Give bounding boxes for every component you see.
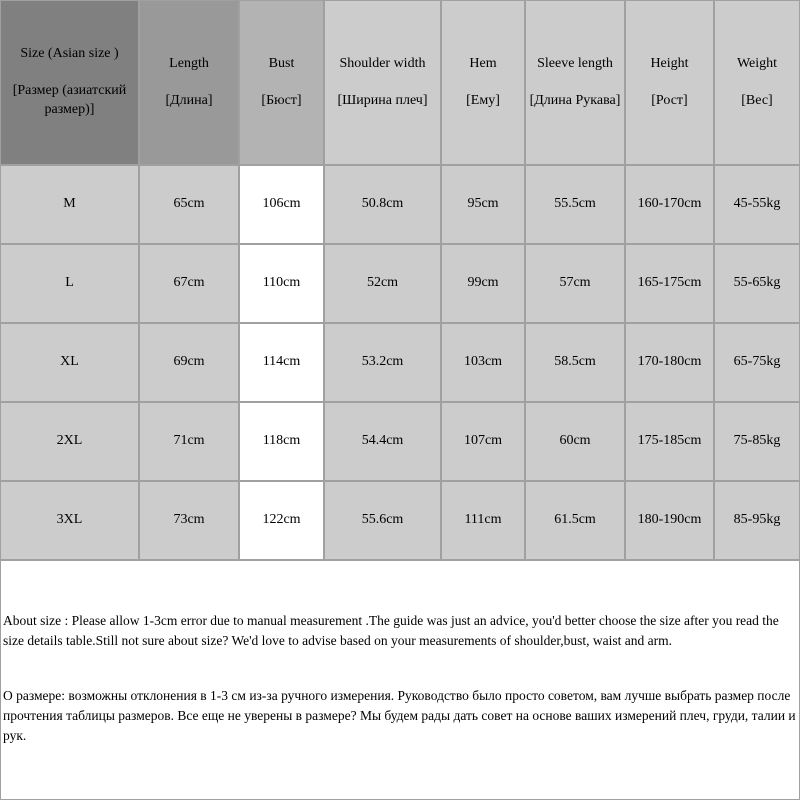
cell-height: 175-185cm (625, 402, 714, 481)
cell-hem: 99cm (441, 244, 525, 323)
header-weight (714, 0, 800, 165)
cell-bust: 110cm (239, 244, 324, 323)
size-note-russian: О размере: возможны отклонения в 1-3 см из-за ручного измерения. Руководство было просто советом, вам лучше выбрать размер после прочтения таблицы размеров. Все еще не уверены в размере? Мы будем рады дать совет на основе ваших измерений плеч, груди, талии и рук. (3, 688, 796, 743)
cell-shoulder-width: 52cm (324, 244, 441, 323)
cell-length: 65cm (139, 165, 239, 244)
header-shoulder-width-ru: [Ширина плеч] (337, 92, 428, 108)
cell-size: L (0, 244, 139, 323)
cell-hem: 103cm (441, 323, 525, 402)
header-size-en: Size (Asian size ) (20, 46, 119, 62)
header-length-ru: [Длина] (165, 92, 213, 108)
cell-shoulder-width: 53.2cm (324, 323, 441, 402)
header-row (0, 0, 800, 165)
cell-sleeve-length: 61.5cm (525, 481, 625, 560)
cell-size: 2XL (0, 402, 139, 481)
cell-shoulder-width: 55.6cm (324, 481, 441, 560)
cell-bust: 122cm (239, 481, 324, 560)
table-body (0, 165, 800, 560)
cell-height: 165-175cm (625, 244, 714, 323)
size-notes-panel (0, 560, 800, 800)
cell-shoulder-width: 50.8cm (324, 165, 441, 244)
header-size-ru: [Размер (азиатский размер)] (12, 83, 127, 117)
cell-length: 67cm (139, 244, 239, 323)
cell-height: 160-170cm (625, 165, 714, 244)
header-weight-ru: [Вес] (741, 92, 773, 108)
cell-hem: 95cm (441, 165, 525, 244)
table-row (0, 402, 800, 481)
header-sleeve-length (525, 0, 625, 165)
header-shoulder-width-en: Shoulder width (339, 55, 426, 71)
cell-hem: 111cm (441, 481, 525, 560)
header-height-en: Height (650, 55, 689, 71)
size-note-english: About size : Please allow 1-3cm error due to manual measurement .The guide was just an advice, you'd better choose the size after you read the size details table.Still not sure about size? We'd love to advise based on your measurements of shoulder,bust, waist and arm. (3, 613, 779, 648)
cell-size: 3XL (0, 481, 139, 560)
header-hem (441, 0, 525, 165)
cell-length: 73cm (139, 481, 239, 560)
header-sleeve-length-ru: [Длина Рукава] (529, 92, 621, 108)
header-shoulder-width (324, 0, 441, 165)
cell-weight: 45-55kg (714, 165, 800, 244)
cell-bust: 114cm (239, 323, 324, 402)
cell-hem: 107cm (441, 402, 525, 481)
header-bust (239, 0, 324, 165)
header-size (0, 0, 139, 165)
header-height-ru: [Рост] (651, 92, 688, 108)
header-height (625, 0, 714, 165)
cell-weight: 85-95kg (714, 481, 800, 560)
table-row (0, 323, 800, 402)
cell-sleeve-length: 55.5cm (525, 165, 625, 244)
cell-weight: 55-65kg (714, 244, 800, 323)
table-header (0, 0, 800, 165)
table-row (0, 165, 800, 244)
cell-bust: 118cm (239, 402, 324, 481)
cell-sleeve-length: 60cm (525, 402, 625, 481)
cell-size: M (0, 165, 139, 244)
cell-height: 170-180cm (625, 323, 714, 402)
header-hem-ru: [Ему] (466, 92, 500, 108)
header-sleeve-length-en: Sleeve length (537, 55, 613, 71)
table-row (0, 244, 800, 323)
cell-weight: 75-85kg (714, 402, 800, 481)
cell-size: XL (0, 323, 139, 402)
header-weight-en: Weight (736, 55, 778, 71)
header-bust-en: Bust (268, 55, 295, 71)
header-hem-en: Hem (469, 55, 497, 71)
cell-shoulder-width: 54.4cm (324, 402, 441, 481)
header-length-en: Length (169, 55, 209, 71)
cell-length: 71cm (139, 402, 239, 481)
cell-length: 69cm (139, 323, 239, 402)
header-bust-ru: [Бюст] (261, 92, 302, 108)
cell-sleeve-length: 57cm (525, 244, 625, 323)
cell-bust: 106cm (239, 165, 324, 244)
table-row (0, 481, 800, 560)
header-length (139, 0, 239, 165)
cell-sleeve-length: 58.5cm (525, 323, 625, 402)
cell-height: 180-190cm (625, 481, 714, 560)
cell-weight: 65-75kg (714, 323, 800, 402)
